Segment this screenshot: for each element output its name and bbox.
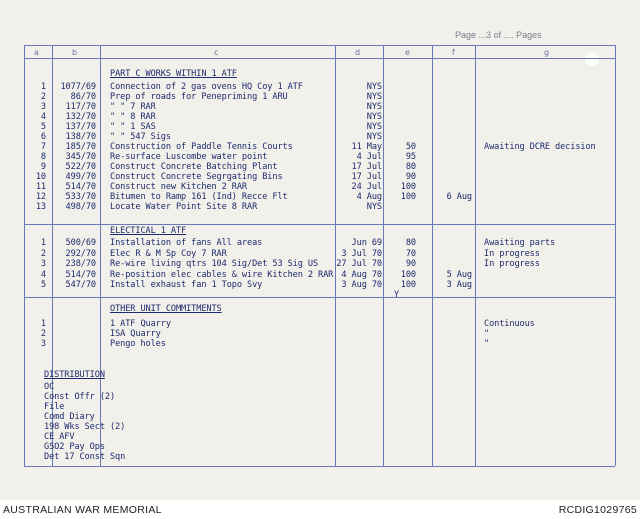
cell-d: 11 May [351,142,382,152]
cell-c: Install exhaust fan 1 Topo Svy [110,280,263,290]
cell-c: Re-position elec cables & wire Kitchen 2 RAR [110,269,334,280]
page-header [455,30,542,40]
cell-a: 1 [40,319,46,329]
cell-e: 100 [400,269,416,280]
cell-a: 4 [40,112,46,122]
cell-f: 5 Aug [446,269,472,280]
cell-b: 522/70 [65,162,96,172]
cell-c: Pengo holes [110,339,166,349]
cell-e: 80 [405,238,416,248]
cell-f: 6 Aug [446,192,472,202]
cell-d: 17 Jul [351,172,382,182]
cell-c: Construct Concrete Batching Plant [110,162,278,172]
cell-b: 292/70 [65,248,96,259]
page-of-label: of .... Pages [493,30,542,40]
col-header-e: e [405,48,410,57]
cell-b: 132/70 [65,112,96,122]
page-number: ...3 [478,30,492,40]
cell-b: 500/69 [65,238,96,248]
page-label: Page [455,30,477,40]
cell-b: 86/70 [70,92,96,102]
col-header-c: c [214,48,219,57]
cell-d: 4 Jul [356,152,382,162]
cell-g: In progress [484,248,540,259]
col-header-b: b [72,48,78,57]
cell-d: NYS [366,82,382,92]
cell-a: 7 [40,142,46,152]
cell-a: 3 [40,259,46,269]
cell-c: Construction of Paddle Tennis Courts [110,142,293,152]
cell-a: 1 [40,238,46,248]
distribution-item: Const Offr (2) [44,392,116,402]
cell-c: Construct new Kitchen 2 RAR [110,182,247,192]
cell-f: 3 Aug [446,280,472,290]
cell-e: 50 [405,142,416,152]
cell-a: 2 [40,92,46,102]
cell-b: 1077/69 [60,82,96,92]
cell-g: Awaiting DCRE decision [484,142,596,152]
cell-d: NYS [366,102,382,112]
part-c-title: PART C WORKS WITHIN 1 ATF [110,69,237,79]
cell-b: 499/70 [65,172,96,182]
cell-a: 6 [40,132,46,142]
cell-e: 90 [405,259,416,269]
cell-d: NYS [366,112,382,122]
footer-right: RCDIG1029765 [558,504,637,516]
other-title: OTHER UNIT COMMITMENTS [110,304,222,314]
cell-g: Continuous [484,319,535,329]
cell-c: ISA Quarry [110,329,161,339]
cell-a: 13 [35,202,46,212]
distribution-item: Comd Diary [44,412,95,422]
cell-b: 185/70 [65,142,96,152]
cell-d: 17 Jul [351,162,382,172]
col-header-g: g [544,48,550,57]
cell-a: 2 [40,329,46,339]
distribution-item: 198 Wks Sect (2) [44,422,126,432]
cell-d: NYS [366,132,382,142]
cell-d: 3 Jul 70 [341,248,382,259]
cell-c: Re-surface Luscombe water point [110,152,268,162]
cell-a: 9 [40,162,46,172]
cell-b: 345/70 [65,152,96,162]
col-header-d: d [355,48,361,57]
cell-g: " [484,339,490,349]
cell-c: " " 7 RAR [110,102,156,112]
cell-c: " " 547 Sigs [110,132,171,142]
col-header-a: a [34,48,39,57]
cell-g: " [484,329,490,339]
cell-a: 11 [35,182,46,192]
cell-d: NYS [366,202,382,212]
cell-d: 27 Jul 70 [336,259,382,269]
cell-d: NYS [366,92,382,102]
cell-d: NYS [366,122,382,132]
cell-c: Locate Water Point Site 8 RAR [110,202,258,212]
cell-b: 138/70 [65,132,96,142]
cell-b: 137/70 [65,122,96,132]
distribution-item: GSO2 Pay Ops [44,442,105,452]
cell-b: 514/70 [65,269,96,280]
cell-e: 90 [405,172,416,182]
cell-e: 70 [405,248,416,259]
col-header-f: f [452,48,455,57]
cell-c: Installation of fans All areas [110,238,263,248]
cell-c: " " 1 SAS [110,122,156,132]
footer-left: AUSTRALIAN WAR MEMORIAL [3,504,162,516]
cell-c: Construct Concrete Segrgating Bins [110,172,283,182]
cell-a: 3 [40,102,46,112]
cell-e: 80 [405,162,416,172]
cell-d: 4 Aug [356,192,382,202]
cell-a: 8 [40,152,46,162]
cell-a: 2 [40,248,46,259]
cell-b: 547/70 [65,280,96,290]
cell-c: Connection of 2 gas ovens HQ Coy 1 ATF [110,82,303,92]
cell-a: 10 [35,172,46,182]
cell-a: 12 [35,192,46,202]
cell-b: 514/70 [65,182,96,192]
distribution-item: Det 17 Const Sqn [44,452,126,462]
cell-d: Jun 69 [351,238,382,248]
cell-a: 4 [40,269,46,280]
cell-c: Prep of roads for Penepriming 1 ARU [110,92,288,102]
cell-a: 1 [40,82,46,92]
distribution-title: DISTRIBUTION [44,370,105,380]
cell-d: 4 Aug 70 [341,269,382,280]
distribution-item: CE AFV [44,432,75,442]
cell-a: 5 [40,280,46,290]
cell-e: 100 [400,280,416,290]
cell-c: 1 ATF Quarry [110,319,171,329]
distribution-item: OC [44,382,55,392]
cell-g: Awaiting parts [484,238,556,248]
cell-b: 533/70 [65,192,96,202]
cell-e: 100 [400,182,416,192]
cell-b: 498/70 [65,202,96,212]
punch-hole [585,52,599,66]
cell-d: 24 Jul [351,182,382,192]
cell-b: 117/70 [65,102,96,112]
cell-e: 95 [405,152,416,162]
cell-a: 3 [40,339,46,349]
tick-mark: Y [394,290,400,300]
cell-b: 238/70 [65,259,96,269]
cell-a: 5 [40,122,46,132]
distribution-item: File [44,402,65,412]
cell-e: 100 [400,192,416,202]
cell-c: " " 8 RAR [110,112,156,122]
electrical-title: ELECTICAL 1 ATF [110,226,187,236]
cell-d: 3 Aug 70 [341,280,382,290]
cell-c: Elec R & M Sp Coy 7 RAR [110,248,227,259]
cell-g: In progress [484,259,540,269]
cell-c: Re-wire living qtrs 104 Sig/Det 53 Sig US [110,259,319,269]
cell-c: Bitumen to Ramp 161 (Ind) Recce Flt [110,192,288,202]
